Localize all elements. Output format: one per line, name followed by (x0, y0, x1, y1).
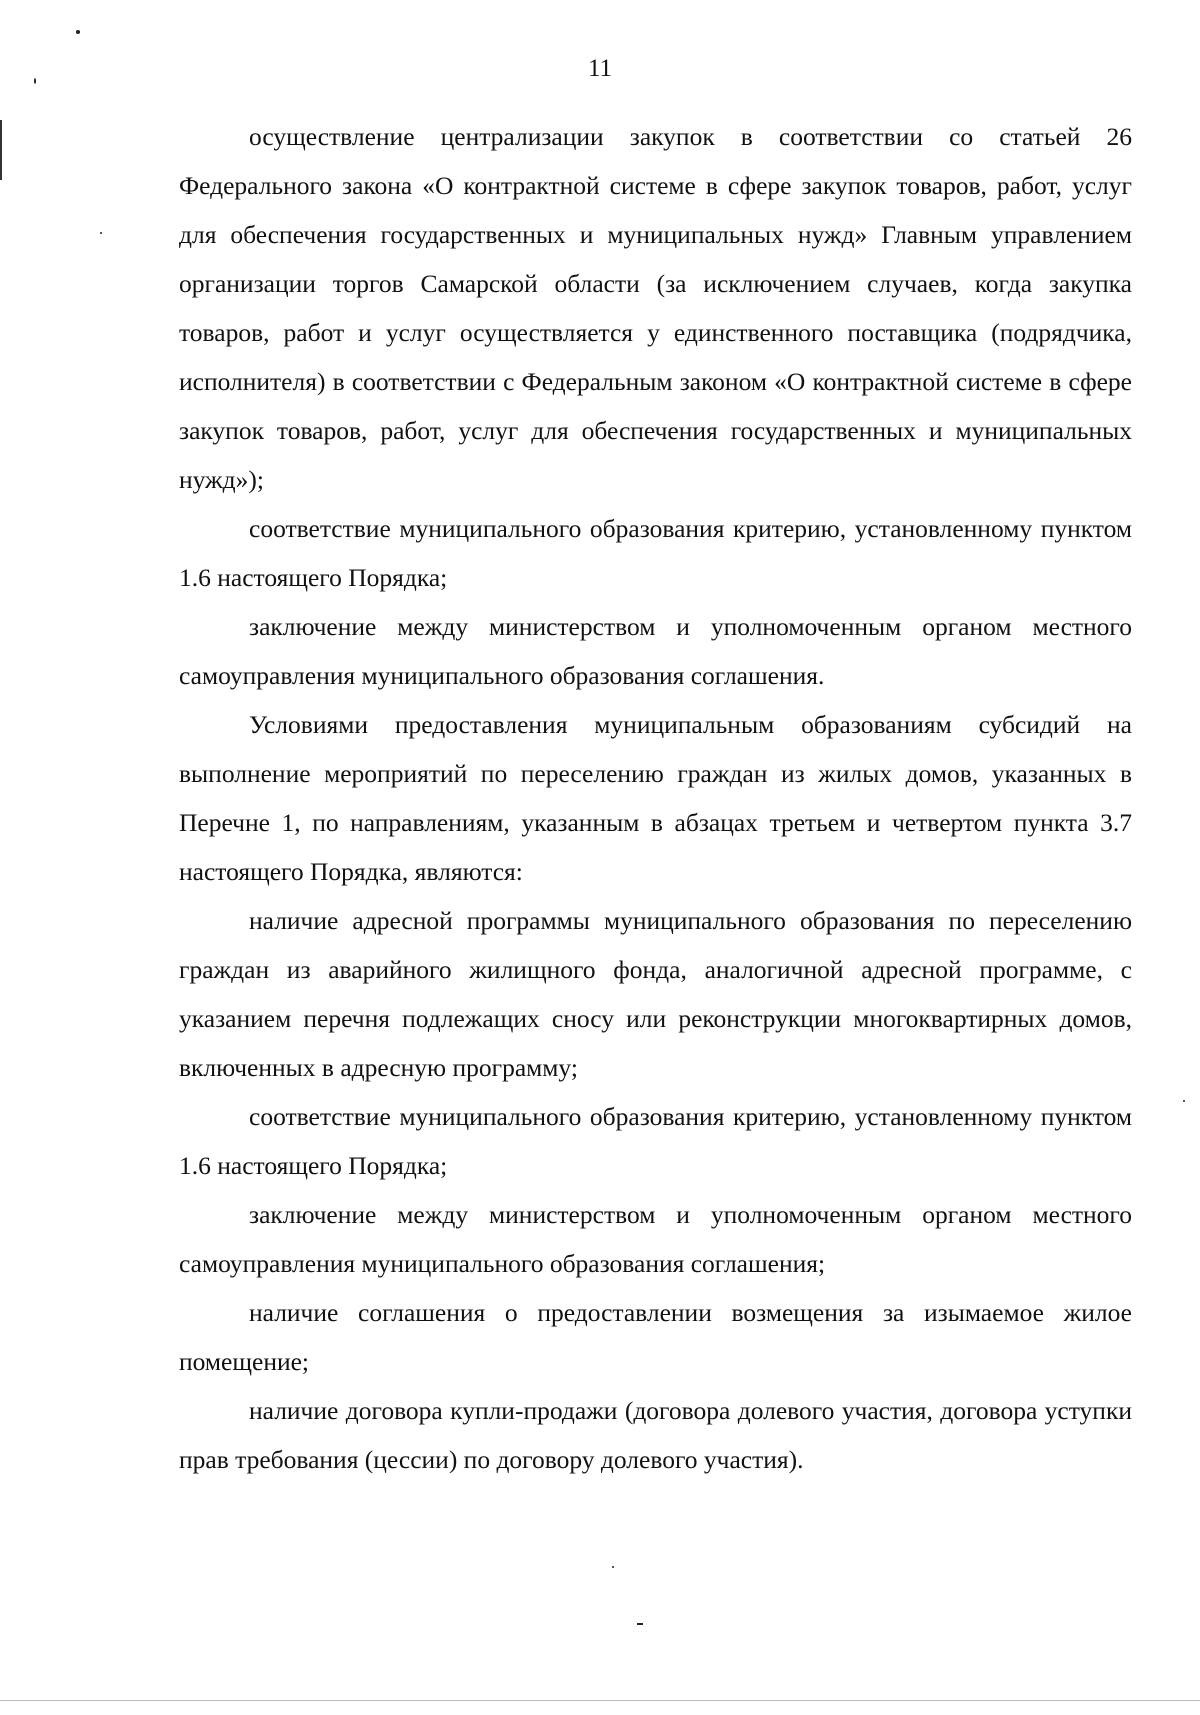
scan-speck (100, 232, 102, 234)
paragraph: наличие соглашения о предоставлении возмещения за изымаемое жилое помещение; (179, 1298, 1132, 1376)
scan-speck (76, 30, 80, 34)
paragraph: осуществление централизации закупок в соответствии со статьей 26 Федерального закона «О контрактной системе в сфере закупок товаров, работ, услуг для обеспечения государственных и муниципальных нужд» Главным управлением организации торгов Самарской области (за исключением случаев, когда закупка товаров, работ и услуг осуществляется у единственного поставщика (подрядчика, исполнителя) в соответствии с Федеральным законом «О контрактной системе в сфере закупок товаров, работ, услуг для обеспечения государственных и муниципальных нужд»); (179, 122, 1132, 494)
paragraph: соответствие муниципального образования критерию, установленному пунктом 1.6 настоящего Порядка; (179, 514, 1132, 592)
paragraph: наличие договора купли-продажи (договора долевого участия, договора уступки прав требования (цессии) по договору долевого участия). (179, 1396, 1132, 1474)
paragraph: Условиями предоставления муниципальным образованиям субсидий на выполнение мероприятий по переселению граждан из жилых домов, указанных в Перечне 1, по направлениям, указанным в абзацах третьем и четвертом пункта 3.7 настоящего Порядка, являются: (179, 710, 1132, 886)
paragraph: заключение между министерством и уполномоченным органом местного самоуправления муниципального образования соглашения; (179, 1200, 1132, 1278)
paragraph: заключение между министерством и уполномоченным органом местного самоуправления муниципального образования соглашения. (179, 612, 1132, 690)
body-text (179, 112, 1132, 1484)
scan-edge-line (0, 120, 2, 180)
paragraph: наличие адресной программы муниципального образования по переселению граждан из аварийного жилищного фонда, аналогичной адресной программе, с указанием перечня подлежащих сносу или реконструкции многоквартирных домов, включенных в адресную программу; (179, 906, 1132, 1082)
page-number: 11 (587, 55, 613, 82)
scan-speck (612, 1566, 614, 1568)
paragraph: соответствие муниципального образования критерию, установленному пунктом 1.6 настоящего Порядка; (179, 1102, 1132, 1180)
scan-speck (1183, 1100, 1185, 1102)
scan-edge-line (0, 1700, 1200, 1701)
scan-speck (637, 1623, 643, 1625)
